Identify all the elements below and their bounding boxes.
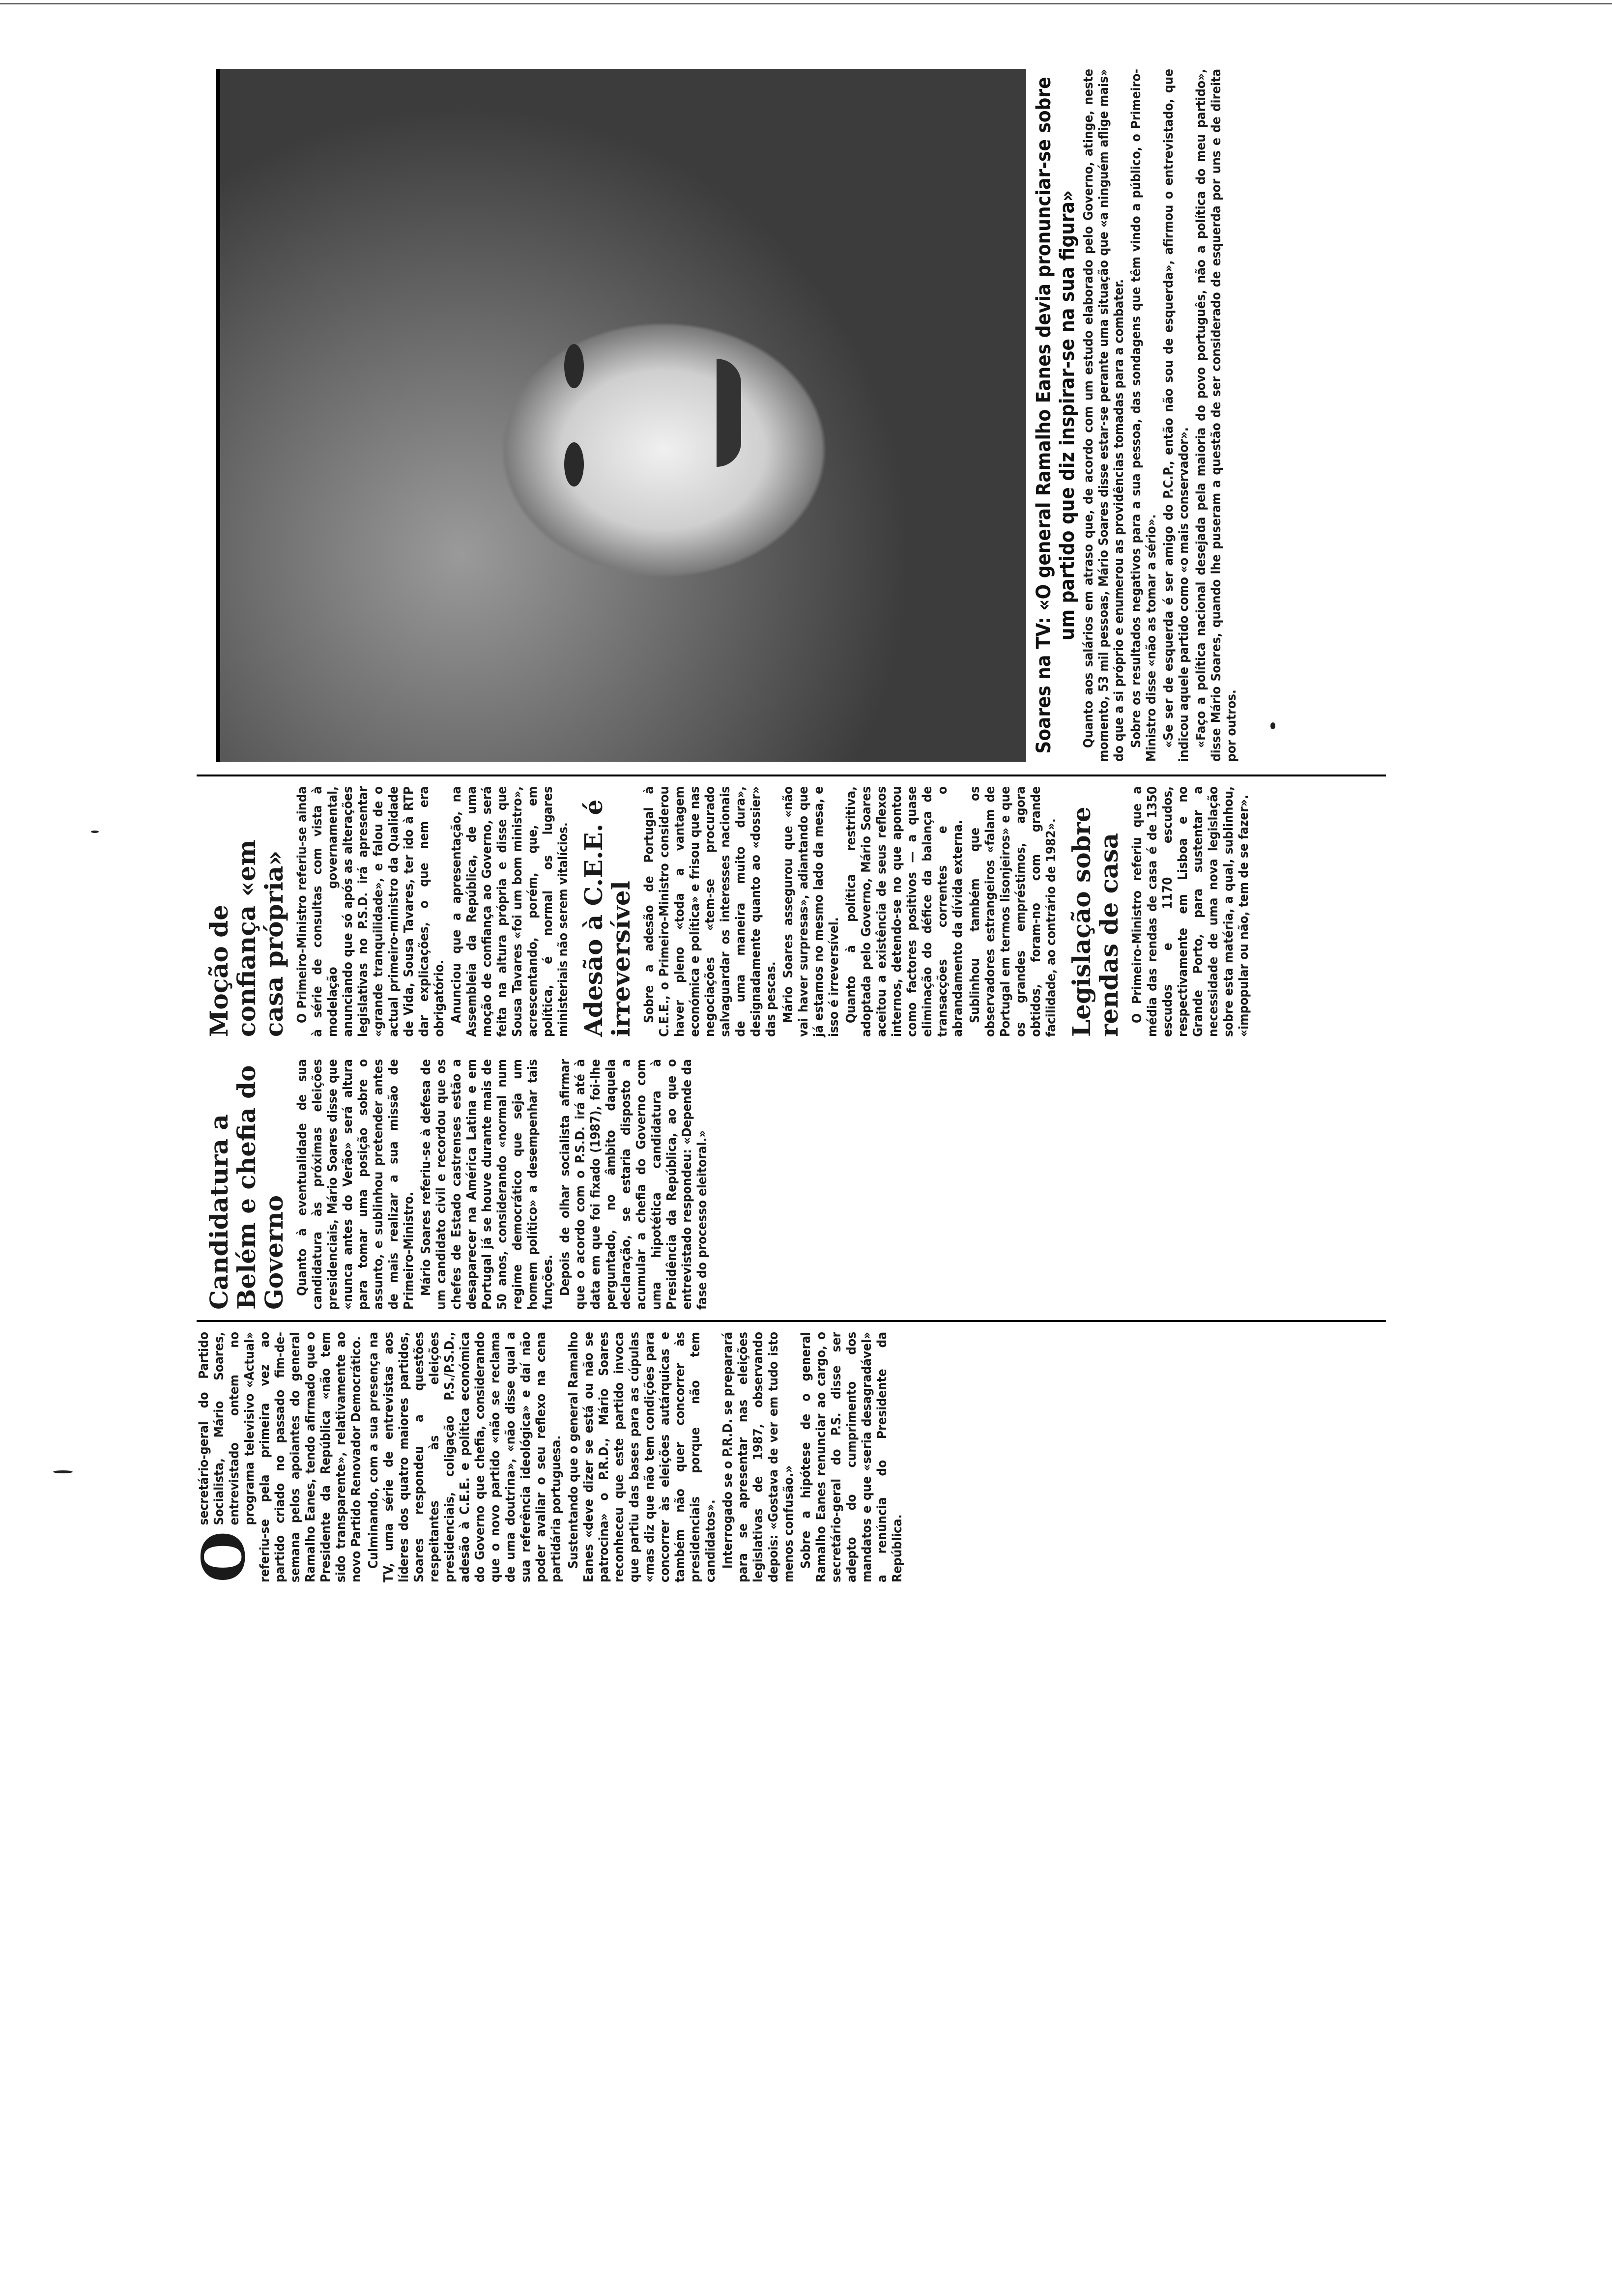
paragraph: Quanto à política restritiva, adoptada pelo Governo, Mário Soares aceitou a existência de seus reflexos internos, detendo-se no que apontou como factores positivos — a quase eliminação do défice da balança de transacções correntes e o abrandamento da dívida externa. (844, 786, 965, 1037)
paragraph: Interrogado se o P.R.D. se preparará para se apresentar nas eleições legislativas de 1987, observando depois: «Gostava de ver em tudo isto menos confusão.» (720, 1332, 796, 1582)
article-column-4 (1081, 69, 1386, 762)
portrait-photo (216, 69, 1026, 762)
article-column-3 (197, 786, 1386, 1037)
scan-speck (91, 831, 99, 833)
paragraph: Sobre os resultados negativos para a sua pessoa, das sondagens que têm vindo a público, o Primeiro-Ministro disse «não as tomar a sério». (1129, 69, 1159, 762)
subheading-candidatura: Candidatura a Belém e chefia do Governo (204, 1065, 288, 1310)
paragraph: Quanto aos salários em atraso que, de acordo com um estudo elaborado pelo Governo, atinge, neste momento, 53 mil pessoas, Mário Soares disse estar-se perante uma situação que «a ninguém aflige mais» do que a si próprio e enumerou as providências tomadas para a combater. (1081, 69, 1126, 762)
column-rule (197, 775, 1386, 776)
paragraph: Culminando, com a sua presença na TV, uma série de entrevistas aos líderes dos quatro maiores partidos, Soares respondeu a questões respeitantes às eleições presidenciais, coligação P.S./P.S.D., adesão à C.E.E. e política económica do Governo que chefia, considerando que o novo partido «não se reclama de uma doutrina», «não disse qual a sua referência ideológica» e daí não poder avaliar o seu reflexo na cena partidária portuguesa. (366, 1332, 564, 1582)
paragraph: Sobre a adesão de Portugal à C.E.E., o Primeiro-Ministro considerou haver pleno «toda a vantagem económica e política» e frisou que nas negociações «tem-se procurado salvaguardar os interesses nacionais de uma maneira muito dura», designadamente quanto ao «dossier» das pescas. (642, 786, 778, 1037)
paragraph: Mário Soares referiu-se à defesa de um candidato civil e recordou que os chefes de Estado castrenses estão a desaparecer na América Latina e em Portugal já se houve durante mais de 50 anos, considerando «normal num regime democrático que seja um homem político» a desempenhar tais funções. (419, 1059, 555, 1310)
article-column-2 (197, 1059, 1386, 1310)
scan-edge-line (0, 3, 1612, 4)
paragraph: «Se ser de esquerda é ser amigo do P.C.P., então não sou de esquerda», afirmou o entrevistado, que indicou aquele partido como «o mais conservador». (1161, 69, 1191, 762)
paragraph: Mário Soares assegurou que «não vai haver surpresas», adiantando que já estamos no mesmo lado da mesa, e isso é irreversível. (781, 786, 841, 1037)
paragraph: Sublinhou também que os observadores estrangeiros «falam de Portugal em termos lisonjeiros» e que os grandes empréstimos, agora obtidos, foram-no com grande facilidade, ao contrário de 1982». (968, 786, 1059, 1037)
subheading-cee: Adesão à C.E.E. é irreversível (579, 799, 635, 1037)
paragraph: O Primeiro-Ministro referiu que a média das rendas de casa é de 1350 escudos e 1170 escudos, respectivamente em Lisboa e no Grande Porto, para sustentar a necessidade de uma nova legislação sobre esta matéria, a qual, sublinhou, «impopular ou não, tem de se fazer». (1130, 786, 1251, 1037)
column-rule (197, 1320, 1386, 1322)
subheading-rendas: Legislação sobre rendas de casa (1067, 806, 1123, 1037)
article-column-1 (189, 1332, 1386, 1582)
photo-eye-shape (564, 442, 584, 487)
subheading-mocao: Moção de confiança «em casa própria» (204, 839, 288, 1037)
scan-speck (53, 1470, 73, 1473)
article-lead: secretário-geral do Partido Socialista, Mário Soares, entrevistado ontem no programa televisivo «Actual» referiu-se pela primeira vez ao partido criado no passado fim-de-semana pelos apoiantes do general Ramalho Eanes, tendo afirmado que o Presidente da República «não tem sido transparente», relativamente ao novo Partido Renovador Democrático. (197, 1332, 364, 1582)
clipping-content (189, 59, 1386, 1592)
drop-cap: O (189, 1531, 259, 1582)
paragraph: O Primeiro-Ministro referiu-se ainda à série de consultas com vista à modelação governamental, anunciando que só após as alterações legislativas no P.S.D. irá apresentar «grande tranquilidade», e falou de o actual primeiro-ministro da Qualidade de Vida, Sousa Tavares, ter ido à RTP dar explicações, o que nem era obrigatório. (295, 786, 447, 1037)
photo-eye-shape (564, 344, 584, 388)
paragraph: «Faço a política nacional desejada pela maioria do povo português, não a política do meu partido», disse Mário Soares, quando lhe puseram a questão de ser considerado de esquerda por uns e de direita por outros. (1194, 69, 1239, 762)
paragraph: Sustentando que o general Ramalho Eanes «deve dizer se está ou não se patrocina» o P.R.D., Mário Soares reconheceu que este partido invoca que partiu das bases para as cúpulas «mas diz que não tem condições para concorrer às eleições autárquicas e também não quer concorrer às presidenciais porque não tem candidatos». (566, 1332, 718, 1582)
photo-mouth-shape (717, 359, 741, 467)
paragraph: Anunciou que a apresentação, na Assembleia da República, de uma moção de confiança ao Governo, será feita na altura própria e disse que Sousa Tavares «foi um bom ministro», acrescentando, porém, que, em política, é normal os lugares ministeriais não serem vitalícios. (449, 786, 571, 1037)
paragraph: Sobre a hipótese de o general Ramalho Eanes renunciar ao cargo, o secretário-geral do P.S. disse ser adepto do cumprimento dos mandatos e que «seria desagradável» a renúncia do Presidente da República. (799, 1332, 905, 1582)
paragraph: Quanto à eventualidade de sua candidatura às próximas eleições presidenciais, Mário Soares disse que «nunca antes do Verão» será altura para tomar uma posição sobre o assunto, e sublinhou pretender antes de mais realizar a sua missão de Primeiro-Ministro. (295, 1059, 416, 1310)
paragraph: Depois de olhar socialista afirmar que o acordo com o P.S.D. irá até à data em que foi fixado (1987), foi-lhe perguntado, no âmbito daquela declaração, se estaria disposto a acumular a chefia do Governo com uma hipotética candidatura à Presidência da República, ao que o entrevistado respondeu: «Depende da fase do processo eleitoral.» (558, 1059, 710, 1310)
photo-caption: Soares na TV: «O general Ramalho Eanes devia pronunciar-se sobre um partido que diz inspirar-se na sua figura» (1033, 77, 1079, 754)
newspaper-clipping (189, 69, 1386, 1936)
